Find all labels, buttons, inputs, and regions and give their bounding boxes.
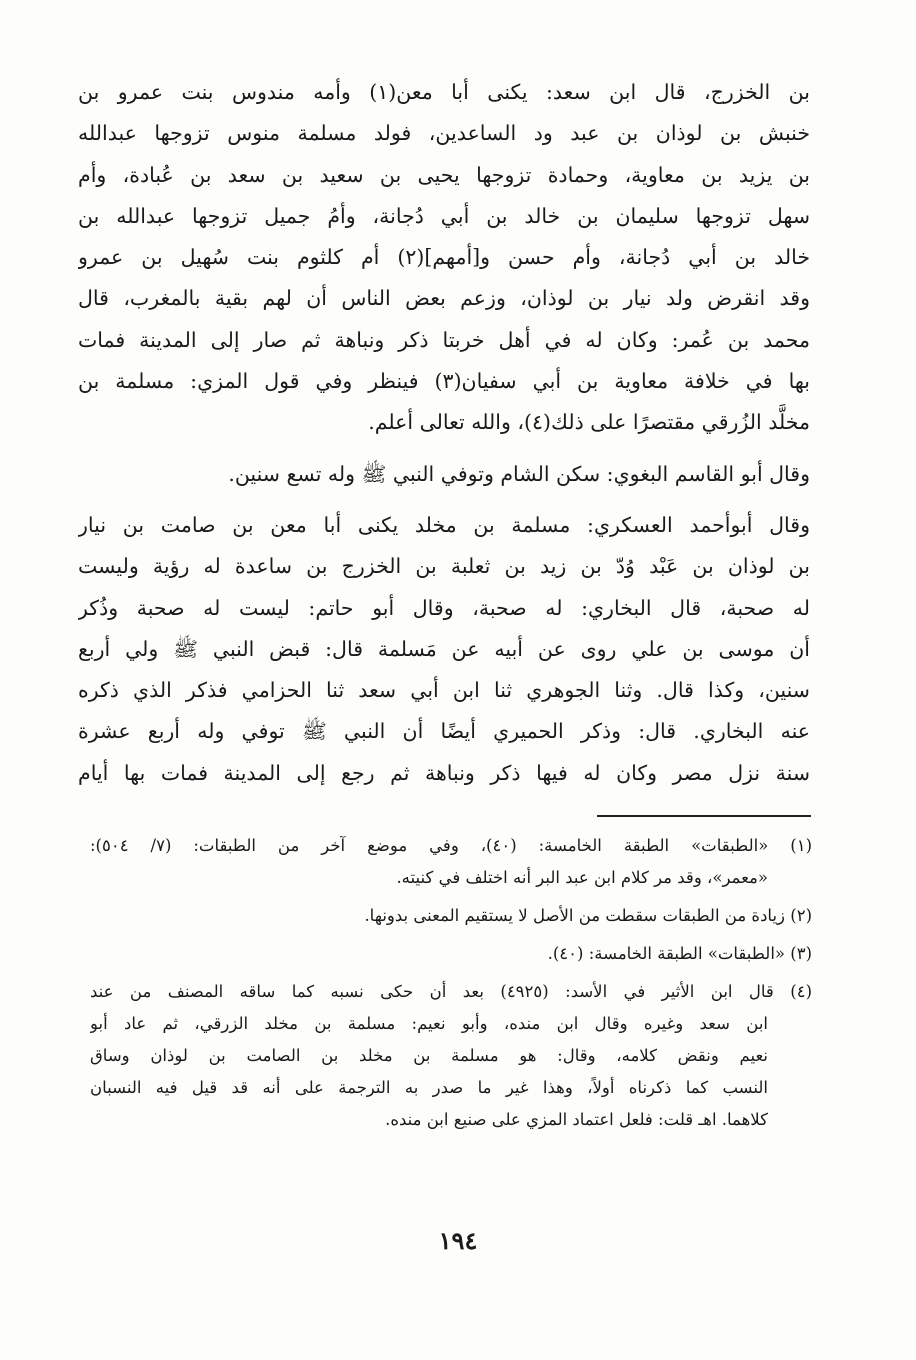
footnote	[90, 976, 812, 1136]
text-line: أن موسى بن علي روى عن أبيه عن مَسلمة قال: قبض النبي ﷺ ولي أربع	[78, 636, 810, 661]
paragraph	[78, 72, 810, 444]
text-line: خنبش بن لوذان بن عبد ود الساعدين، فولد مسلمة منوس تزوجها عبدالله	[78, 121, 810, 146]
footnote	[90, 900, 812, 932]
footnote-line: (١) «الطبقات» الطبقة الخامسة: (٤٠)، وفي موضع آخر من الطبقات: (٧/ ٥٠٤):	[90, 836, 812, 855]
text-line: وقال أبوأحمد العسكري: مسلمة بن مخلد يكنى أبا معن بن صامت بن نيار	[78, 512, 810, 537]
text-line: وقد انقرض ولد نيار بن لوذان، وزعم بعض الناس أن لهم بقية بالمغرب، قال	[78, 286, 810, 311]
text-line: بها في خلافة معاوية بن أبي سفيان(٣) فينظر وفي قول المزي: مسلمة بن	[78, 369, 810, 394]
text-line: بن الخزرج، قال ابن سعد: يكنى أبا معن(١) وأمه مندوس بنت عمرو بن	[78, 80, 810, 104]
text-line: له صحبة، قال البخاري: له صحبة، وقال أبو حاتم: ليست له صحبة وذُكر	[78, 595, 810, 620]
text-line: سنين، وكذا قال. وثنا الجوهري ثنا ابن أبي سعد ثنا الحزامي فذكر الذي ذكره	[78, 678, 810, 703]
text-line: بن لوذان بن عَبْد وُدّ بن زيد بن ثعلبة بن الخزرج بن ساعدة له رؤية وليست	[78, 554, 810, 579]
footnote-line: نعيم ونقض كلامه، وقال: هو مسلمة بن مخلد بن الصامت بن لوذان وساق	[90, 1046, 768, 1065]
footnote-line: (٣) «الطبقات» الطبقة الخامسة: (٤٠).	[547, 944, 812, 963]
text-line: عنه البخاري. قال: وذكر الحميري أيضًا أن النبي ﷺ توفي وله أربع عشرة	[78, 719, 810, 744]
footnote-line: كلاهما. اهـ قلت: فلعل اعتماد المزي على صنيع ابن منده.	[385, 1110, 768, 1129]
main-text	[78, 72, 810, 804]
footnote-line: «معمر»، وقد مر كلام ابن عبد البر أنه اختلف في كنيته.	[396, 868, 768, 887]
paragraph	[78, 454, 810, 495]
footnote-line: النسب كما ذكرناه أولاً، وهذا غير ما صدر به الترجمة على أنه قد قيل فيه النسبان	[90, 1078, 768, 1097]
text-line: سهل تزوجها سليمان بن خالد بن أبي دُجانة، وأمُ جميل تزوجها عبدالله بن	[78, 203, 810, 228]
text-line: بن يزيد بن معاوية، وحمادة تزوجها يحيى بن سعيد بن سعد بن عُبادة، وأم	[78, 162, 810, 187]
footnote-line: (٢) زيادة من الطبقات سقطت من الأصل لا يستقيم المعنى بدونها.	[364, 906, 812, 925]
footnotes	[90, 830, 812, 1142]
footnote-line: (٤) قال ابن الأثير في الأسد: (٤٩٢٥) بعد أن حكى نسبه كما ساقه المصنف من عند	[90, 982, 812, 1001]
text-line: سنة نزل مصر وكان له فيها ذكر ونباهة ثم رجع إلى المدينة فمات بها أيام	[78, 760, 810, 785]
text-line: محمد بن عُمر: وكان له في أهل خربتا ذكر ونباهة ثم صار إلى المدينة فمات	[78, 327, 810, 352]
page-number: ١٩٤	[438, 1226, 478, 1255]
footnote-separator	[597, 815, 811, 817]
footnote-line: ابن سعد وغيره وقال ابن منده، وأبو نعيم: مسلمة بن مخلد الزرقي، ثم عاد أبو	[90, 1014, 768, 1033]
text-line: خالد بن أبي دُجانة، وأم حسن و[أمهم](٢) أم كلثوم بنت سُهيل بن عمرو	[78, 245, 810, 270]
footnote	[90, 830, 812, 894]
paragraph	[78, 505, 810, 794]
text-line: مخلَّد الزُرقي مقتصرًا على ذلك(٤)، والله تعالى أعلم.	[368, 410, 810, 435]
text-line: وقال أبو القاسم البغوي: سكن الشام وتوفي النبي ﷺ وله تسع سنين.	[228, 461, 810, 486]
footnote	[90, 938, 812, 970]
